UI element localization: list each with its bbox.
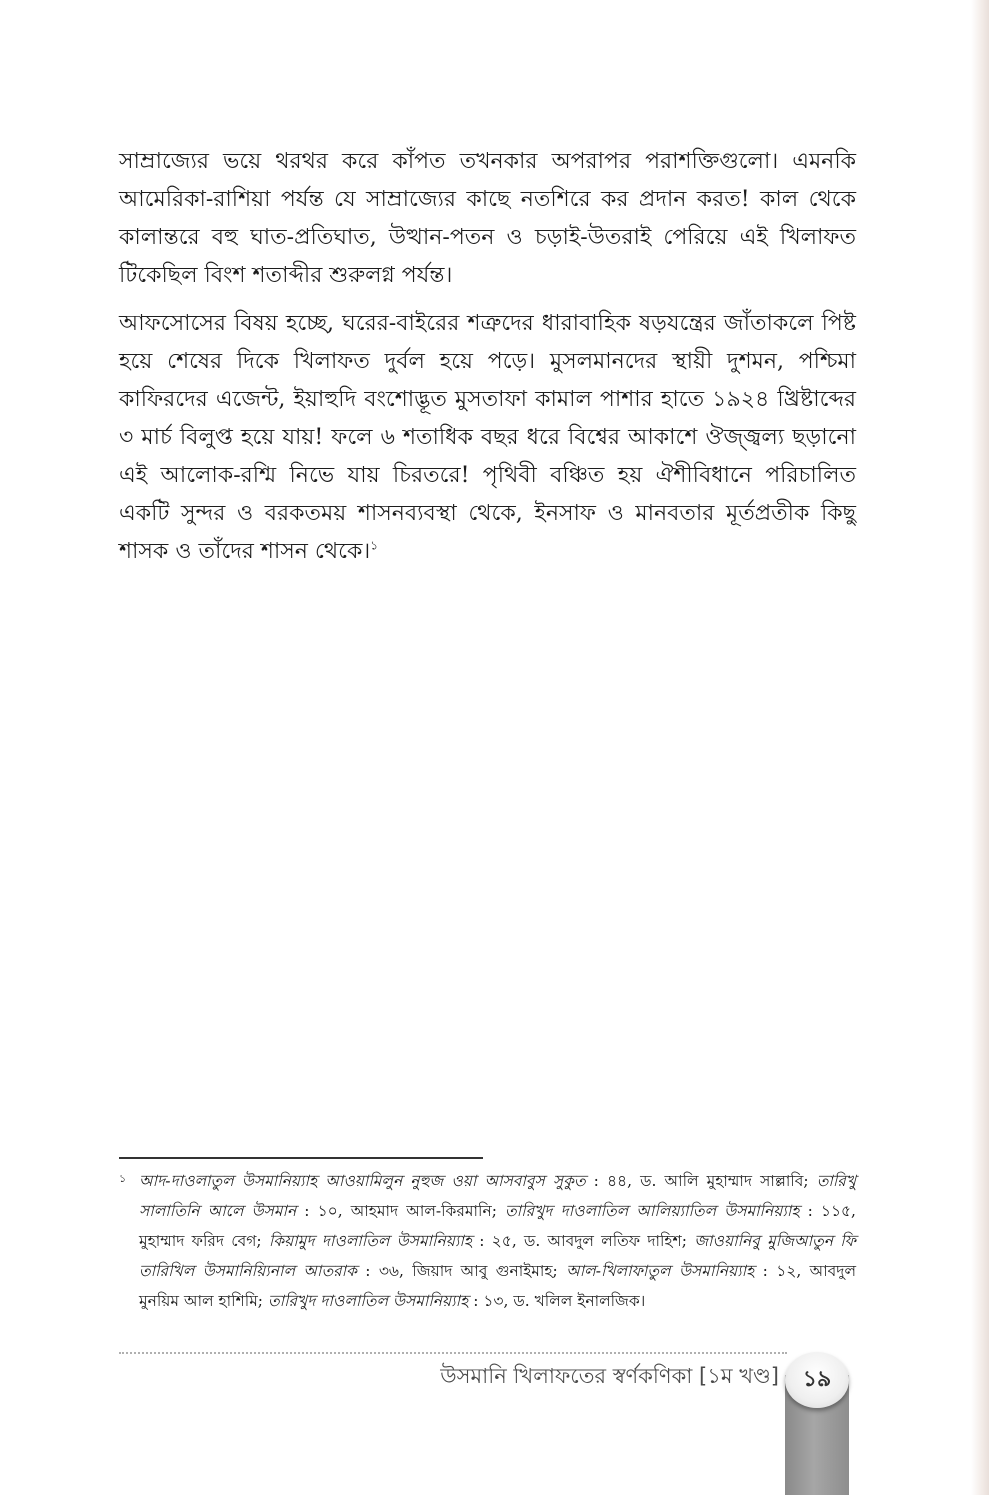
footnote-book-title: তারিখু সালাতিনি আলে উসমান — [139, 1172, 856, 1220]
page-edge-shadow — [971, 0, 989, 1495]
running-title: উসমানি খিলাফতের স্বর্ণকণিকা [১ম খণ্ড] — [440, 1364, 779, 1388]
footnote-citation: : ১২, আবদুল মুনয়িম আল হাশিমি; — [139, 1262, 857, 1310]
footnote-reference[interactable]: ১ — [370, 538, 379, 553]
footnote-citation: : ১০, আহমাদ আল-কিরমানি; — [296, 1202, 506, 1220]
footnote-book-title: কিয়ামুদ দাওলাতিল উসমানিয়্যাহ — [268, 1232, 472, 1250]
footnote-book-title: তারিখুদ দাওলাতিল উসমানিয়্যাহ — [267, 1292, 469, 1310]
footnote-book-title: আদ-দাওলাতুল উসমানিয়্যাহ আওয়ামিলুন নুহুজ ওয়া আসবাবুস সুকুত — [139, 1172, 586, 1190]
footnote-citation: : ১৩, ড. খলিল ইনালজিক। — [468, 1292, 646, 1310]
footer-dotted-rule — [119, 1352, 787, 1354]
footnote-body — [119, 1166, 856, 1316]
paragraph-2 — [119, 305, 856, 571]
footnote-separator — [119, 1157, 483, 1159]
footnote-citation: : ২৫, ড. আবদুল লতিফ দাহিশ; — [472, 1232, 695, 1250]
main-text — [119, 143, 856, 581]
footnote — [119, 1166, 856, 1316]
footnote-citation: : ৩৬, জিয়াদ আবু গুনাইমাহ; — [356, 1262, 567, 1280]
footnote-book-title: জাওয়ানিবু মুজিআতুন ফি তারিখিল উসমানিয়্যিনাল আতরাক — [139, 1232, 856, 1280]
page-number: ১৯ — [785, 1352, 849, 1408]
footnote-book-title: আল-খিলাফাতুল উসমানিয়্যাহ — [566, 1262, 755, 1280]
footnote-citation: : ১১৫, মুহাম্মাদ ফরিদ বেগ; — [139, 1202, 856, 1250]
footnote-citation: : ৪৪, ড. আলি মুহাম্মাদ সাল্লাবি; — [585, 1172, 817, 1190]
paragraph-1: সাম্রাজ্যের ভয়ে থরথর করে কাঁপত তখনকার অপরাপর পরাশক্তিগুলো। এমনকি আমেরিকা-রাশিয়া পর্যন্ত যে সাম্রাজ্যের কাছে নতশিরে কর প্রদান করত! কাল থেকে কালান্তরে বহু ঘাত-প্রতিঘাত, উত্থান-পতন ও চড়াই-উতরাই পেরিয়ে এই খিলাফত টিকেছিল বিংশ শতাব্দীর শুরুলগ্ন পর্যন্ত। — [119, 149, 856, 288]
paragraph-2-text: আফসোসের বিষয় হচ্ছে, ঘরের-বাইরের শত্রুদের ধারাবাহিক ষড়যন্ত্রের জাঁতাকলে পিষ্ট হয়ে শেষের দিকে খিলাফত দুর্বল হয়ে পড়ে। মুসলমানদের স্থায়ী দুশমন, পশ্চিমা কাফিরদের এজেন্ট, ইয়াহুদি বংশোদ্ভূত মুসতাফা কামাল পাশার হাতে ১৯২৪ খ্রিষ্টাব্দের ৩ মার্চ বিলুপ্ত হয়ে যায়! ফলে ৬ শতাধিক বছর ধরে বিশ্বের আকাশে ঔজ্জ্বল্য ছড়ানো এই আলোক-রশ্মি নিভে যায় চিরতরে! পৃথিবী বঞ্চিত হয় ঐশীবিধানে পরিচালিত একটি সুন্দর ও বরকতময় শাসনব্যবস্থা থেকে, ইনসাফ ও মানবতার মূর্তপ্রতীক কিছু শাসক ও তাঁদের শাসন থেকে। — [119, 311, 856, 564]
footnote-book-title: তারিখুদ দাওলাতিল আলিয়্যাতিল উসমানিয়্যাহ — [505, 1202, 800, 1220]
footnote-mark: ১ — [119, 1172, 127, 1185]
